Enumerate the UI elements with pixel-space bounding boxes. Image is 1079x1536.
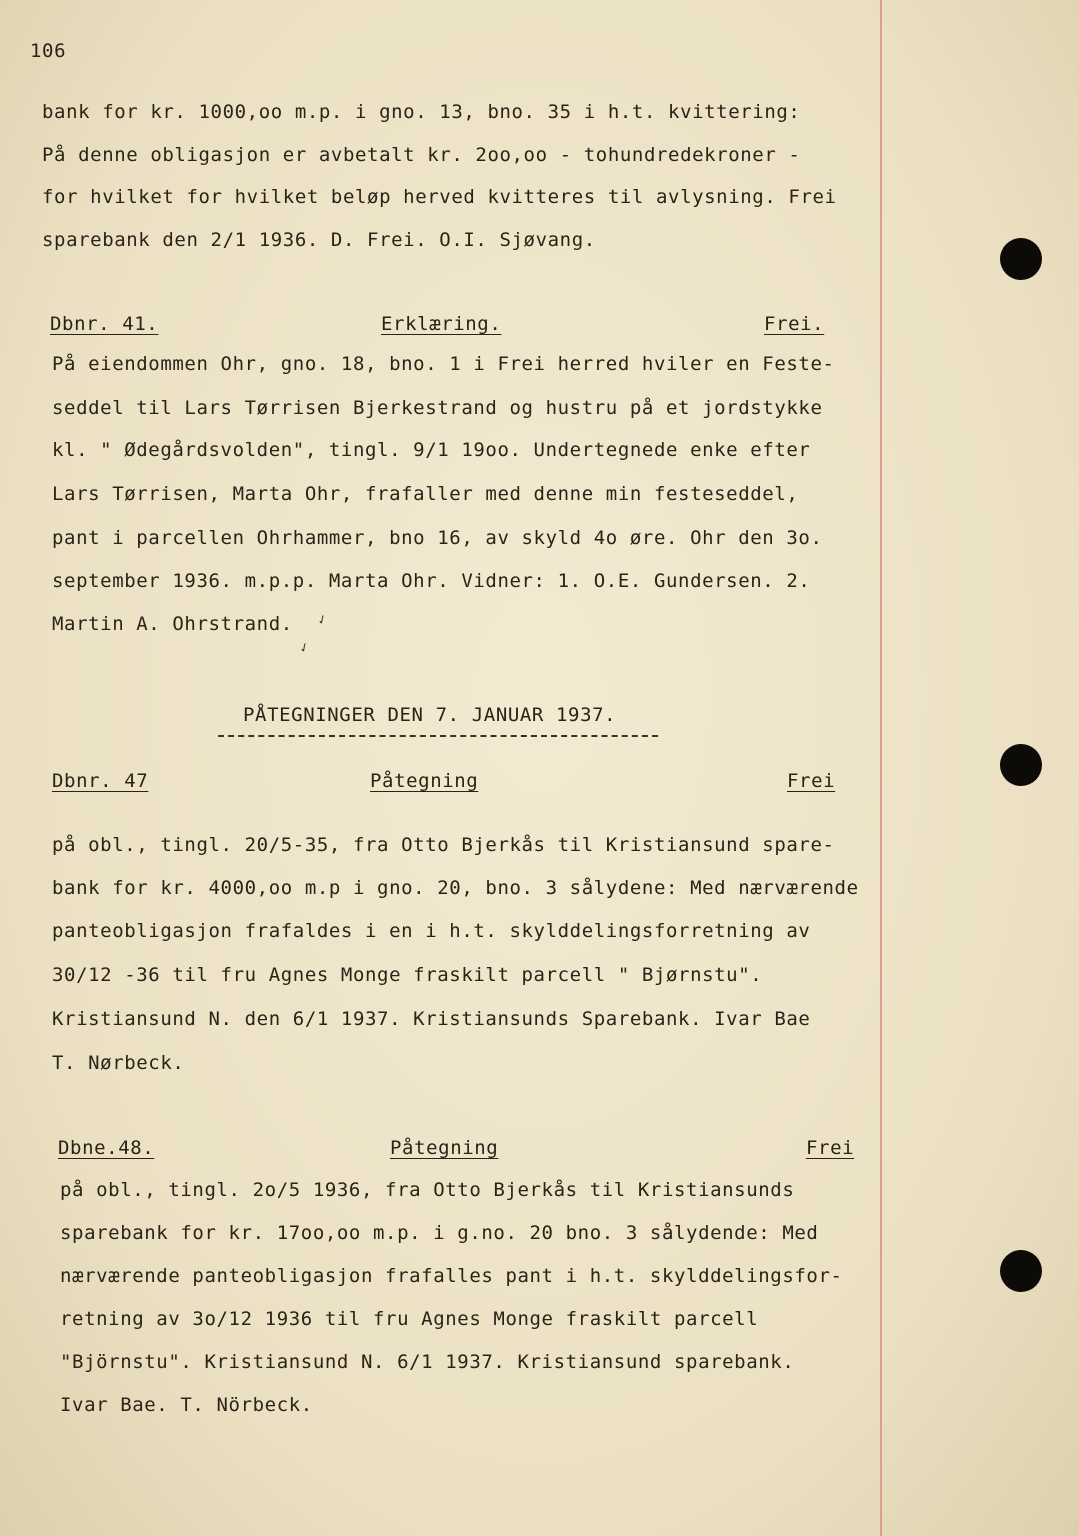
text-line: Ivar Bae. T. Nörbeck.: [60, 1394, 313, 1416]
page-number: 106: [30, 40, 67, 62]
text-line: seddel til Lars Tørrisen Bjerkestrand og hustru på et jordstykke: [52, 397, 823, 419]
entry-place: Frei: [806, 1137, 855, 1159]
punch-hole: [1000, 744, 1042, 786]
text-line: "Björnstu". Kristiansund N. 6/1 1937. Kristiansund sparebank.: [60, 1351, 795, 1373]
text-line: kl. " Ødegårdsvolden", tingl. 9/1 19oo. Undertegnede enke efter: [52, 439, 811, 461]
text-line: sparebank den 2/1 1936. D. Frei. O.I. Sjøvang.: [42, 229, 596, 251]
text-line: På eiendommen Ohr, gno. 18, bno. 1 i Frei herred hviler en Feste-: [52, 353, 835, 375]
section-heading: PÅTEGNINGER DEN 7. JANUAR 1937.: [243, 704, 617, 726]
entry-number: Dbnr. 41.: [50, 313, 159, 335]
entry-place: Frei.: [764, 313, 825, 335]
text-line: bank for kr. 1000,oo m.p. i gno. 13, bno. 35 i h.t. kvittering:: [42, 101, 801, 123]
text-line: sparebank for kr. 17oo,oo m.p. i g.no. 20 bno. 3 sålydende: Med: [60, 1222, 819, 1244]
text-line: Kristiansund N. den 6/1 1937. Kristiansunds Sparebank. Ivar Bae: [52, 1008, 811, 1030]
text-line: nærværende panteobligasjon frafalles pant i h.t. skylddelingsfor-: [60, 1265, 843, 1287]
heading-rule: [218, 735, 658, 737]
text-line: panteobligasjon frafaldes i en i h.t. skylddelingsforretning av: [52, 920, 811, 942]
text-line: pant i parcellen Ohrhammer, bno 16, av skyld 4o øre. Ohr den 3o.: [52, 527, 823, 549]
entry-place: Frei: [787, 770, 836, 792]
text-line: for hvilket for hvilket beløp herved kvitteres til avlysning. Frei: [42, 186, 837, 208]
handwritten-mark: ✓: [315, 610, 330, 630]
margin-rule: [880, 0, 882, 1536]
entry-type: Påtegning: [370, 770, 479, 792]
text-line: på obl., tingl. 20/5-35, fra Otto Bjerkås til Kristiansund spare-: [52, 834, 835, 856]
entry-type: Påtegning: [390, 1137, 499, 1159]
punch-hole: [1000, 238, 1042, 280]
entry-number: Dbnr. 47: [52, 770, 149, 792]
handwritten-mark: ✓: [297, 638, 312, 658]
text-line: retning av 3o/12 1936 til fru Agnes Monge fraskilt parcell: [60, 1308, 759, 1330]
entry-type: Erklæring.: [381, 313, 502, 335]
text-line: 30/12 -36 til fru Agnes Monge fraskilt parcell " Bjørnstu".: [52, 964, 763, 986]
text-line: september 1936. m.p.p. Marta Ohr. Vidner: 1. O.E. Gundersen. 2.: [52, 570, 811, 592]
text-line: bank for kr. 4000,oo m.p i gno. 20, bno. 3 sålydene: Med nærværende: [52, 877, 859, 899]
text-line: T. Nørbeck.: [52, 1052, 185, 1074]
text-line: på obl., tingl. 2o/5 1936, fra Otto Bjerkås til Kristiansunds: [60, 1179, 795, 1201]
text-line: På denne obligasjon er avbetalt kr. 2oo,oo - tohundredekroner -: [42, 144, 801, 166]
text-line: Lars Tørrisen, Marta Ohr, frafaller med denne min festeseddel,: [52, 483, 799, 505]
punch-hole: [1000, 1250, 1042, 1292]
entry-number: Dbne.48.: [58, 1137, 155, 1159]
text-line: Martin A. Ohrstrand.: [52, 613, 293, 635]
